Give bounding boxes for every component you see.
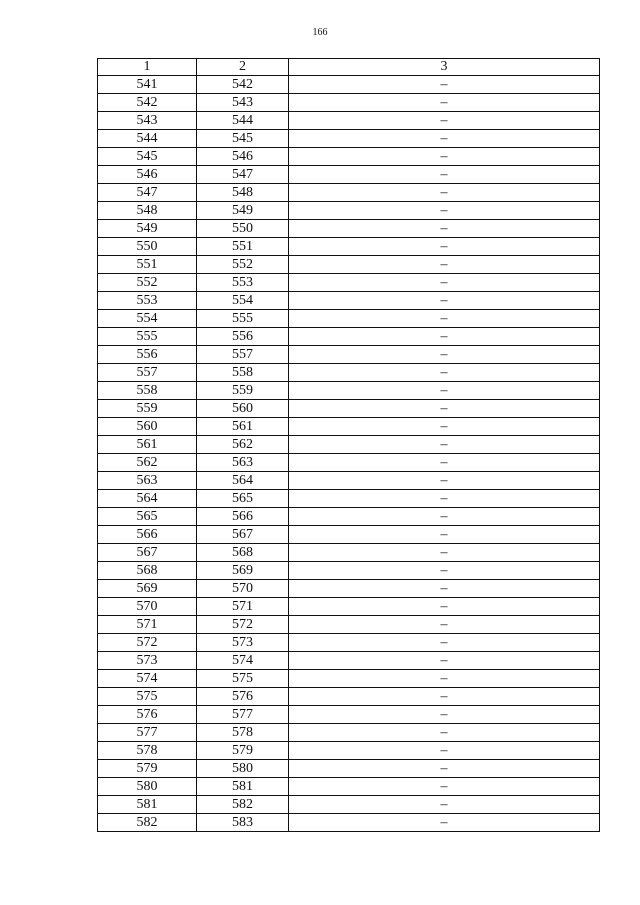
table-row	[98, 634, 600, 652]
table-row	[98, 94, 600, 112]
table-row	[98, 274, 600, 292]
table-row	[98, 400, 600, 418]
table-cell-col-1: 575	[98, 688, 197, 706]
table-row	[98, 616, 600, 634]
table-row	[98, 202, 600, 220]
table-cell-col-2: 549	[197, 202, 289, 220]
table-row	[98, 346, 600, 364]
table-row	[98, 814, 600, 832]
table-cell-col-2: 548	[197, 184, 289, 202]
table-row	[98, 742, 600, 760]
table-row	[98, 310, 600, 328]
table-row	[98, 544, 600, 562]
table-cell-col-2: 558	[197, 364, 289, 382]
table-cell-col-1: 554	[98, 310, 197, 328]
table-cell-col-3: –	[289, 742, 600, 760]
table-cell-col-2: 569	[197, 562, 289, 580]
table-cell-col-1: 567	[98, 544, 197, 562]
table-cell-col-3: –	[289, 418, 600, 436]
table-cell-col-3: –	[289, 310, 600, 328]
table-row	[98, 796, 600, 814]
table-cell-col-2: 563	[197, 454, 289, 472]
table-row	[98, 724, 600, 742]
table-row	[98, 364, 600, 382]
table-cell-col-1: 571	[98, 616, 197, 634]
table-row	[98, 778, 600, 796]
table-cell-col-3: –	[289, 580, 600, 598]
table-row	[98, 562, 600, 580]
table-cell-col-3: –	[289, 652, 600, 670]
table-cell-col-1: 563	[98, 472, 197, 490]
table-cell-col-2: 575	[197, 670, 289, 688]
table-cell-col-2: 551	[197, 238, 289, 256]
table-row	[98, 130, 600, 148]
table-row	[98, 652, 600, 670]
table-cell-col-1: 562	[98, 454, 197, 472]
table-row	[98, 526, 600, 544]
table-cell-col-1: 559	[98, 400, 197, 418]
table-cell-col-2: 577	[197, 706, 289, 724]
table-row	[98, 760, 600, 778]
table-cell-col-3: –	[289, 688, 600, 706]
table-row	[98, 148, 600, 166]
table-cell-col-2: 547	[197, 166, 289, 184]
table-cell-col-3: –	[289, 184, 600, 202]
column-header-3: 3	[289, 59, 600, 76]
table-cell-col-3: –	[289, 508, 600, 526]
table-cell-col-1: 561	[98, 436, 197, 454]
table-row	[98, 454, 600, 472]
table-cell-col-3: –	[289, 148, 600, 166]
table-row	[98, 292, 600, 310]
table-cell-col-1: 582	[98, 814, 197, 832]
table-cell-col-1: 576	[98, 706, 197, 724]
table-cell-col-3: –	[289, 238, 600, 256]
table-cell-col-3: –	[289, 400, 600, 418]
table-cell-col-2: 553	[197, 274, 289, 292]
table-header	[98, 59, 600, 76]
table-cell-col-3: –	[289, 130, 600, 148]
table-cell-col-1: 558	[98, 382, 197, 400]
table-cell-col-1: 566	[98, 526, 197, 544]
table-cell-col-3: –	[289, 544, 600, 562]
table-cell-col-2: 572	[197, 616, 289, 634]
table-cell-col-2: 546	[197, 148, 289, 166]
table-cell-col-2: 573	[197, 634, 289, 652]
table-cell-col-2: 554	[197, 292, 289, 310]
table-cell-col-3: –	[289, 274, 600, 292]
table-cell-col-2: 542	[197, 76, 289, 94]
table-cell-col-2: 580	[197, 760, 289, 778]
table-cell-col-2: 582	[197, 796, 289, 814]
header-row	[98, 59, 600, 76]
table-cell-col-2: 578	[197, 724, 289, 742]
table-cell-col-2: 564	[197, 472, 289, 490]
table-cell-col-2: 544	[197, 112, 289, 130]
table-cell-col-3: –	[289, 256, 600, 274]
table-cell-col-2: 560	[197, 400, 289, 418]
table-cell-col-3: –	[289, 634, 600, 652]
table-cell-col-2: 550	[197, 220, 289, 238]
table-cell-col-1: 580	[98, 778, 197, 796]
table-cell-col-2: 552	[197, 256, 289, 274]
table-row	[98, 238, 600, 256]
table-row	[98, 76, 600, 94]
table-row	[98, 166, 600, 184]
table-row	[98, 328, 600, 346]
table-row	[98, 706, 600, 724]
table-cell-col-1: 565	[98, 508, 197, 526]
table-cell-col-1: 568	[98, 562, 197, 580]
table-cell-col-2: 574	[197, 652, 289, 670]
table-row	[98, 220, 600, 238]
table-cell-col-1: 555	[98, 328, 197, 346]
table-cell-col-1: 550	[98, 238, 197, 256]
table-row	[98, 670, 600, 688]
table-row	[98, 418, 600, 436]
table-body	[98, 76, 600, 832]
table-row	[98, 184, 600, 202]
table-cell-col-3: –	[289, 778, 600, 796]
table-cell-col-2: 559	[197, 382, 289, 400]
table-cell-col-1: 548	[98, 202, 197, 220]
table-cell-col-3: –	[289, 616, 600, 634]
table-cell-col-1: 581	[98, 796, 197, 814]
table-cell-col-1: 543	[98, 112, 197, 130]
table-cell-col-2: 543	[197, 94, 289, 112]
table-cell-col-3: –	[289, 670, 600, 688]
table-row	[98, 112, 600, 130]
table-cell-col-2: 581	[197, 778, 289, 796]
table-cell-col-2: 567	[197, 526, 289, 544]
table-cell-col-2: 565	[197, 490, 289, 508]
table-cell-col-3: –	[289, 346, 600, 364]
table-cell-col-2: 556	[197, 328, 289, 346]
table-cell-col-3: –	[289, 562, 600, 580]
table-cell-col-2: 562	[197, 436, 289, 454]
table-cell-col-3: –	[289, 760, 600, 778]
table-cell-col-1: 574	[98, 670, 197, 688]
table-cell-col-3: –	[289, 112, 600, 130]
table-cell-col-1: 547	[98, 184, 197, 202]
table-row	[98, 580, 600, 598]
table-cell-col-1: 573	[98, 652, 197, 670]
table-cell-col-3: –	[289, 706, 600, 724]
table-cell-col-3: –	[289, 814, 600, 832]
table-cell-col-2: 583	[197, 814, 289, 832]
table-cell-col-2: 571	[197, 598, 289, 616]
table-cell-col-3: –	[289, 796, 600, 814]
table-cell-col-2: 545	[197, 130, 289, 148]
table-cell-col-3: –	[289, 220, 600, 238]
table-cell-col-2: 568	[197, 544, 289, 562]
table-cell-col-1: 552	[98, 274, 197, 292]
table-row	[98, 688, 600, 706]
table-cell-col-1: 572	[98, 634, 197, 652]
table-cell-col-1: 541	[98, 76, 197, 94]
table-cell-col-1: 544	[98, 130, 197, 148]
table-cell-col-3: –	[289, 364, 600, 382]
table-row	[98, 598, 600, 616]
table-cell-col-1: 546	[98, 166, 197, 184]
table-cell-col-2: 570	[197, 580, 289, 598]
table-cell-col-2: 576	[197, 688, 289, 706]
table-cell-col-3: –	[289, 94, 600, 112]
data-table	[97, 58, 600, 832]
table-cell-col-3: –	[289, 76, 600, 94]
table-cell-col-1: 578	[98, 742, 197, 760]
table-row	[98, 508, 600, 526]
table-cell-col-2: 555	[197, 310, 289, 328]
column-header-2: 2	[197, 59, 289, 76]
table-cell-col-2: 579	[197, 742, 289, 760]
table-cell-col-1: 570	[98, 598, 197, 616]
table-cell-col-1: 542	[98, 94, 197, 112]
table-cell-col-1: 545	[98, 148, 197, 166]
table-cell-col-3: –	[289, 328, 600, 346]
table-cell-col-3: –	[289, 454, 600, 472]
table-cell-col-2: 557	[197, 346, 289, 364]
table-cell-col-3: –	[289, 382, 600, 400]
table-cell-col-3: –	[289, 166, 600, 184]
table-cell-col-3: –	[289, 436, 600, 454]
table-row	[98, 436, 600, 454]
column-header-1: 1	[98, 59, 197, 76]
table-cell-col-3: –	[289, 490, 600, 508]
table-cell-col-3: –	[289, 202, 600, 220]
table-row	[98, 382, 600, 400]
table-cell-col-1: 557	[98, 364, 197, 382]
table-cell-col-1: 560	[98, 418, 197, 436]
data-table-container	[97, 58, 599, 832]
table-cell-col-1: 556	[98, 346, 197, 364]
table-cell-col-2: 566	[197, 508, 289, 526]
table-cell-col-3: –	[289, 598, 600, 616]
table-cell-col-3: –	[289, 292, 600, 310]
table-cell-col-1: 564	[98, 490, 197, 508]
table-cell-col-3: –	[289, 472, 600, 490]
table-row	[98, 472, 600, 490]
table-cell-col-1: 551	[98, 256, 197, 274]
page-number: 166	[312, 27, 328, 38]
table-cell-col-1: 569	[98, 580, 197, 598]
table-cell-col-1: 579	[98, 760, 197, 778]
table-row	[98, 256, 600, 274]
table-cell-col-1: 553	[98, 292, 197, 310]
table-cell-col-3: –	[289, 526, 600, 544]
table-cell-col-1: 577	[98, 724, 197, 742]
table-cell-col-1: 549	[98, 220, 197, 238]
table-cell-col-2: 561	[197, 418, 289, 436]
table-cell-col-3: –	[289, 724, 600, 742]
table-row	[98, 490, 600, 508]
